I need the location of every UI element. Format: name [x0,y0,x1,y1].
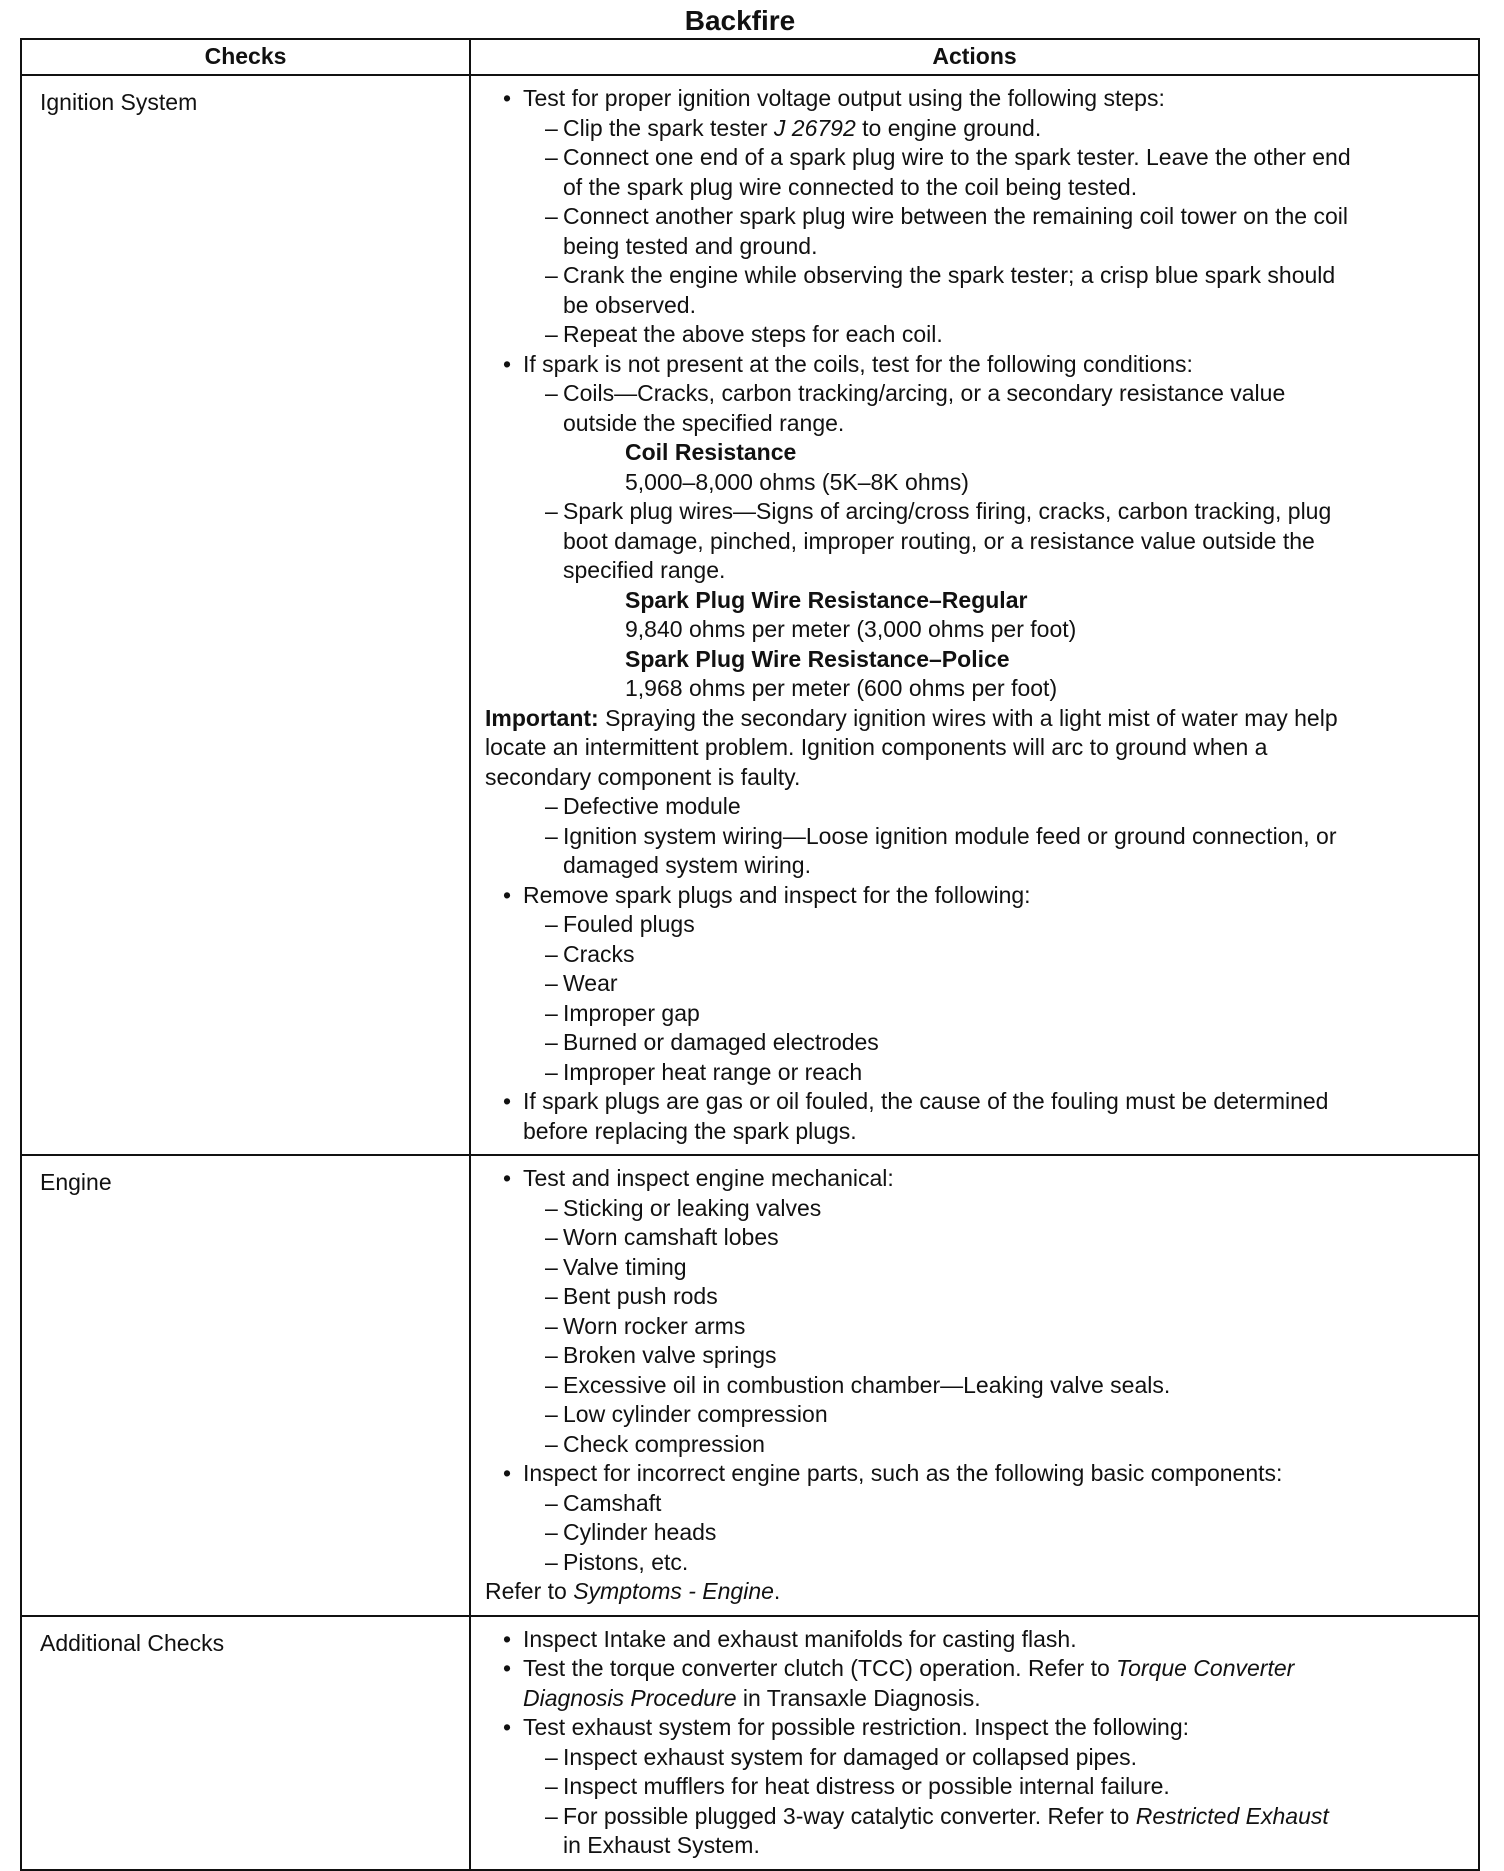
dash-item [485,969,1464,999]
text-segment: Connect one end of a spark plug wire to the spark tester. Leave the other end [563,144,1351,170]
dash-item [485,379,1464,409]
page-title: Backfire [684,5,796,36]
bullet-item [485,1164,1464,1194]
text-line [485,527,1464,557]
check-cell: Engine [21,1155,470,1616]
dash-item [485,1312,1464,1342]
text-segment: Inspect Intake and exhaust manifolds for casting flash. [523,1625,1077,1652]
text-segment: Remove spark plugs and inspect for the following: [523,881,1031,908]
dash-item [485,822,1464,852]
text-line [485,704,1464,734]
text-line [485,409,1464,439]
text-segment: Clip the spark tester [563,114,774,141]
dash-marker: – [545,380,558,406]
text-segment: If spark plugs are gas or oil fouled, the cause of the fouling must be determined [523,1088,1329,1114]
bullet-marker: • [503,1655,512,1681]
text-line [485,1684,1464,1714]
dash-item [485,1400,1464,1430]
text-segment: Inspect exhaust system for damaged or collapsed pipes. [563,1743,1138,1770]
table-row [21,1155,1479,1616]
dash-marker: – [545,999,558,1026]
table-row [21,1616,1479,1870]
bullet-item [485,1459,1464,1489]
dash-item [485,940,1464,970]
text-segment: 9,840 ohms per meter (3,000 ohms per foot) [625,616,1077,642]
dash-item [485,1253,1464,1283]
dash-marker: – [545,1401,558,1427]
text-segment: Restricted Exhaust [1135,1802,1329,1829]
dash-item [485,261,1464,291]
text-segment: . [773,1578,781,1604]
text-segment: Broken valve springs [563,1342,777,1368]
text-segment: Spark plug wires—Signs of arcing/cross firing, cracks, carbon tracking, plug [563,498,1332,524]
table-header-row [21,39,1479,75]
text-segment: Symptoms - Engine [573,1578,774,1604]
spec-line [485,645,1464,675]
text-line [485,733,1464,763]
text-segment: Spraying the secondary ignition wires with a light mist of water may help [598,704,1338,731]
text-segment: Valve timing [563,1253,687,1280]
dash-item [485,910,1464,940]
bullet-marker: • [503,1460,512,1486]
dash-marker: – [545,1802,558,1829]
check-cell: Additional Checks [21,1616,470,1870]
text-segment: Test exhaust system for possible restriction. Inspect the following: [523,1714,1190,1740]
dash-item [485,143,1464,173]
text-segment: Connect another spark plug wire between the remaining coil tower on the coil [563,203,1348,229]
text-line [485,556,1464,586]
text-segment: Cracks [563,940,635,967]
bullet-item [485,1713,1464,1743]
bullet-marker: • [503,1625,512,1652]
table-row [21,75,1479,1155]
dash-marker: – [545,793,558,819]
text-segment: Improper gap [563,999,700,1026]
dash-marker: – [545,1312,558,1339]
text-segment: Worn rocker arms [563,1312,746,1339]
dash-marker: – [545,498,558,524]
spec-line [485,468,1464,498]
dash-item [485,1371,1464,1401]
dash-marker: – [545,1489,558,1516]
dash-item [485,497,1464,527]
spec-line [485,438,1464,468]
dash-item [485,1282,1464,1312]
text-segment: Cylinder heads [563,1519,717,1545]
text-segment: Camshaft [563,1489,662,1516]
text-segment: If spark is not present at the coils, test for the following conditions: [523,350,1193,377]
bullet-item [485,1625,1464,1655]
dash-item [485,1058,1464,1088]
bullet-item [485,350,1464,380]
text-segment: specified range. [563,557,726,583]
text-segment: Coils—Cracks, carbon tracking/arcing, or a secondary resistance value [563,380,1286,406]
text-segment: Refer to [485,1578,574,1604]
dash-item [485,1341,1464,1371]
dash-item [485,1802,1464,1832]
bullet-item [485,1087,1464,1117]
dash-item [485,1743,1464,1773]
text-segment: Bent push rods [563,1283,718,1309]
dash-marker: – [545,822,558,849]
dash-marker: – [545,144,558,170]
dash-marker: – [545,1342,558,1368]
text-segment: Pistons, etc. [563,1548,689,1575]
text-segment: of the spark plug wire connected to the coil being tested. [563,173,1138,200]
text-segment: Spark Plug Wire Resistance–Regular [625,586,1028,613]
text-line [485,173,1464,203]
dash-item [485,1028,1464,1058]
dash-marker: – [545,1519,558,1545]
text-segment: Test for proper ignition voltage output using the following steps: [523,85,1165,111]
dash-marker: – [545,1194,558,1221]
text-segment: Important: [485,704,599,731]
text-segment: Fouled plugs [563,911,695,937]
dash-item [485,792,1464,822]
dash-item [485,1430,1464,1460]
text-segment: Excessive oil in combustion chamber—Leaking valve seals. [563,1371,1171,1398]
text-segment: Burned or damaged electrodes [563,1029,879,1055]
dash-marker: – [545,114,558,141]
dash-item [485,1548,1464,1578]
text-segment: outside the specified range. [563,409,845,436]
dash-item [485,999,1464,1029]
check-cell: Ignition System [21,75,470,1155]
dash-item [485,1194,1464,1224]
text-segment: Check compression [563,1430,765,1457]
text-segment: damaged system wiring. [563,852,811,878]
text-segment: in Transaxle Diagnosis. [736,1684,981,1711]
text-segment: Test the torque converter clutch (TCC) operation. Refer to [523,1655,1117,1681]
text-line [485,851,1464,881]
dash-marker: – [545,1743,558,1770]
text-line [485,232,1464,262]
bullet-marker: • [503,1088,512,1114]
actions-column-header: Actions [470,39,1479,75]
dash-marker: – [545,1058,558,1085]
spec-line [485,674,1464,704]
dash-marker: – [545,1283,558,1309]
text-segment: Wear [563,970,618,996]
bullet-marker: • [503,85,512,111]
dash-marker: – [545,940,558,967]
bullet-marker: • [503,881,512,908]
bullet-marker: • [503,350,512,377]
text-segment: Sticking or leaking valves [563,1194,822,1221]
dash-marker: – [545,1371,558,1398]
actions-cell [470,75,1479,1155]
bullet-marker: • [503,1714,512,1740]
dash-marker: – [545,1253,558,1280]
backfire-table [20,38,1480,1871]
spec-line [485,615,1464,645]
actions-cell [470,1155,1479,1616]
dash-item [485,1489,1464,1519]
text-segment: to engine ground. [855,114,1042,141]
text-segment: Crank the engine while observing the spark tester; a crisp blue spark should [563,262,1336,288]
dash-marker: – [545,1430,558,1457]
text-segment: be observed. [563,291,696,318]
actions-cell [470,1616,1479,1870]
checks-column-header: Checks [21,39,470,75]
text-segment: Diagnosis Procedure [523,1684,737,1711]
text-segment: Improper heat range or reach [563,1058,863,1085]
dash-marker: – [545,1029,558,1055]
text-segment: Torque Converter [1116,1655,1295,1681]
text-segment: Low cylinder compression [563,1401,828,1427]
dash-marker: – [545,262,558,288]
dash-marker: – [545,321,558,347]
text-segment: For possible plugged 3-way catalytic converter. Refer to [563,1802,1136,1829]
text-segment: boot damage, pinched, improper routing, or a resistance value outside the [563,527,1315,554]
text-segment: Worn camshaft lobes [563,1224,779,1250]
text-segment: 5,000–8,000 ohms (5K–8K ohms) [625,468,969,495]
text-line [485,1577,1464,1607]
text-segment: before replacing the spark plugs. [523,1117,857,1144]
text-segment: Test and inspect engine mechanical: [523,1165,894,1191]
dash-item [485,114,1464,144]
dash-marker: – [545,911,558,937]
dash-item [485,202,1464,232]
dash-item [485,1223,1464,1253]
bullet-marker: • [503,1165,512,1191]
dash-marker: – [545,1548,558,1575]
text-segment: locate an intermittent problem. Ignition components will arc to ground when a [485,734,1268,760]
text-segment: Defective module [563,793,741,819]
text-segment: Repeat the above steps for each coil. [563,321,943,347]
dash-marker: – [545,203,558,229]
text-line [485,1117,1464,1147]
bullet-item [485,1654,1464,1684]
dash-marker: – [545,970,558,996]
dash-marker: – [545,1224,558,1250]
dash-item [485,1518,1464,1548]
text-segment: 1,968 ohms per meter (600 ohms per foot) [625,675,1058,701]
bullet-item [485,84,1464,114]
spec-line [485,586,1464,616]
dash-marker: – [545,1773,558,1799]
text-segment: Inspect for incorrect engine parts, such as the following basic components: [523,1460,1283,1486]
dash-item [485,320,1464,350]
text-segment: J 26792 [773,114,856,141]
text-segment: Spark Plug Wire Resistance–Police [625,645,1010,672]
text-line [485,291,1464,321]
text-segment: Coil Resistance [625,439,797,465]
text-segment: Ignition system wiring—Loose ignition module feed or ground connection, or [563,822,1337,849]
text-line [485,763,1464,793]
bullet-item [485,881,1464,911]
text-segment: in Exhaust System. [563,1832,760,1858]
text-segment: being tested and ground. [563,232,818,259]
text-line [485,1831,1464,1861]
text-segment: Inspect mufflers for heat distress or possible internal failure. [563,1773,1170,1799]
dash-item [485,1772,1464,1802]
text-segment: secondary component is faulty. [485,763,801,790]
